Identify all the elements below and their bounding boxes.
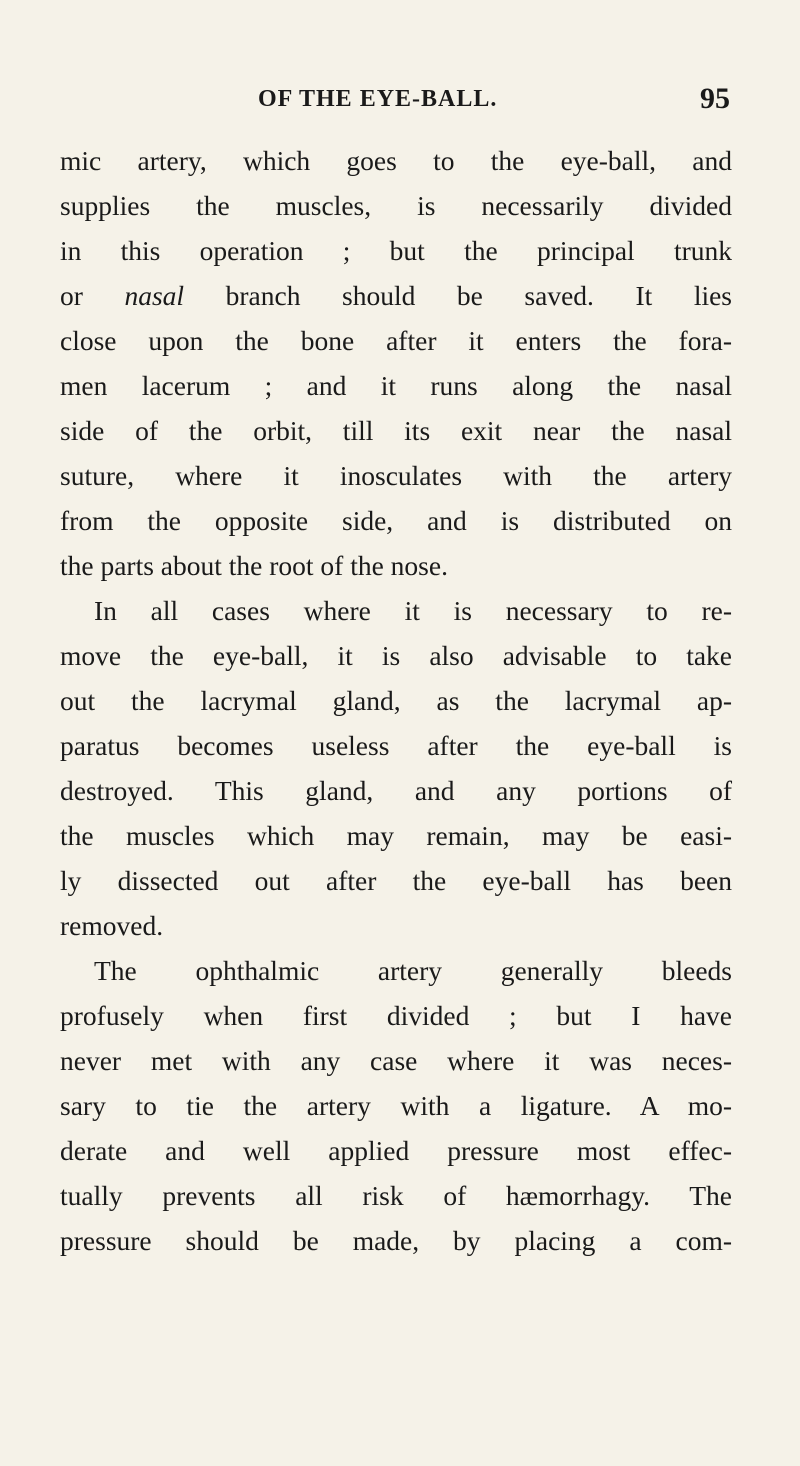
text-line: close upon the bone after it enters the fora-: [60, 325, 732, 356]
text-line: profusely when first divided ; but I have: [60, 1000, 732, 1031]
text-line: destroyed. This gland, and any portions of: [60, 775, 732, 806]
text-line: tually prevents all risk of hæmorrhagy. The: [60, 1180, 732, 1211]
text-line: the parts about the root of the nose.: [60, 550, 448, 581]
text-line: derate and well applied pressure most effec-: [60, 1135, 732, 1166]
text-line: the muscles which may remain, may be easi-: [60, 820, 732, 851]
text-line: side of the orbit, till its exit near the nasal: [60, 415, 732, 446]
text-line: in this operation ; but the principal trunk: [60, 235, 732, 266]
text-line: men lacerum ; and it runs along the nasal: [60, 370, 732, 401]
text-line: ly dissected out after the eye-ball has been: [60, 865, 732, 896]
text-line: suture, where it inosculates with the artery: [60, 460, 732, 491]
text-fragment: or: [60, 280, 83, 311]
paragraph-start: In all cases where it is necessary to re-: [94, 595, 732, 626]
italic-term: nasal: [124, 280, 185, 311]
text-line: from the opposite side, and is distributed on: [60, 505, 732, 536]
paragraph-start: The ophthalmic artery generally bleeds: [94, 955, 732, 986]
text-line: [60, 273, 732, 318]
text-fragment: branch should be saved. It lies: [225, 280, 733, 311]
text-line: sary to tie the artery with a ligature. A mo-: [60, 1090, 732, 1121]
text-line: paratus becomes useless after the eye-ball is: [60, 730, 732, 761]
text-line: out the lacrymal gland, as the lacrymal ap-: [60, 685, 732, 716]
text-line: supplies the muscles, is necessarily divided: [60, 190, 732, 221]
body-text: [60, 138, 732, 1263]
text-line: pressure should be made, by placing a com-: [60, 1225, 732, 1256]
text-line: mic artery, which goes to the eye-ball, and: [60, 145, 732, 176]
page-number: 95: [700, 82, 730, 115]
text-line: removed.: [60, 910, 164, 941]
text-line: never met with any case where it was neces-: [60, 1045, 732, 1076]
running-title: OF THE EYE-BALL.: [258, 86, 498, 112]
running-head: [60, 82, 730, 126]
text-line: move the eye-ball, it is also advisable to take: [60, 640, 732, 671]
